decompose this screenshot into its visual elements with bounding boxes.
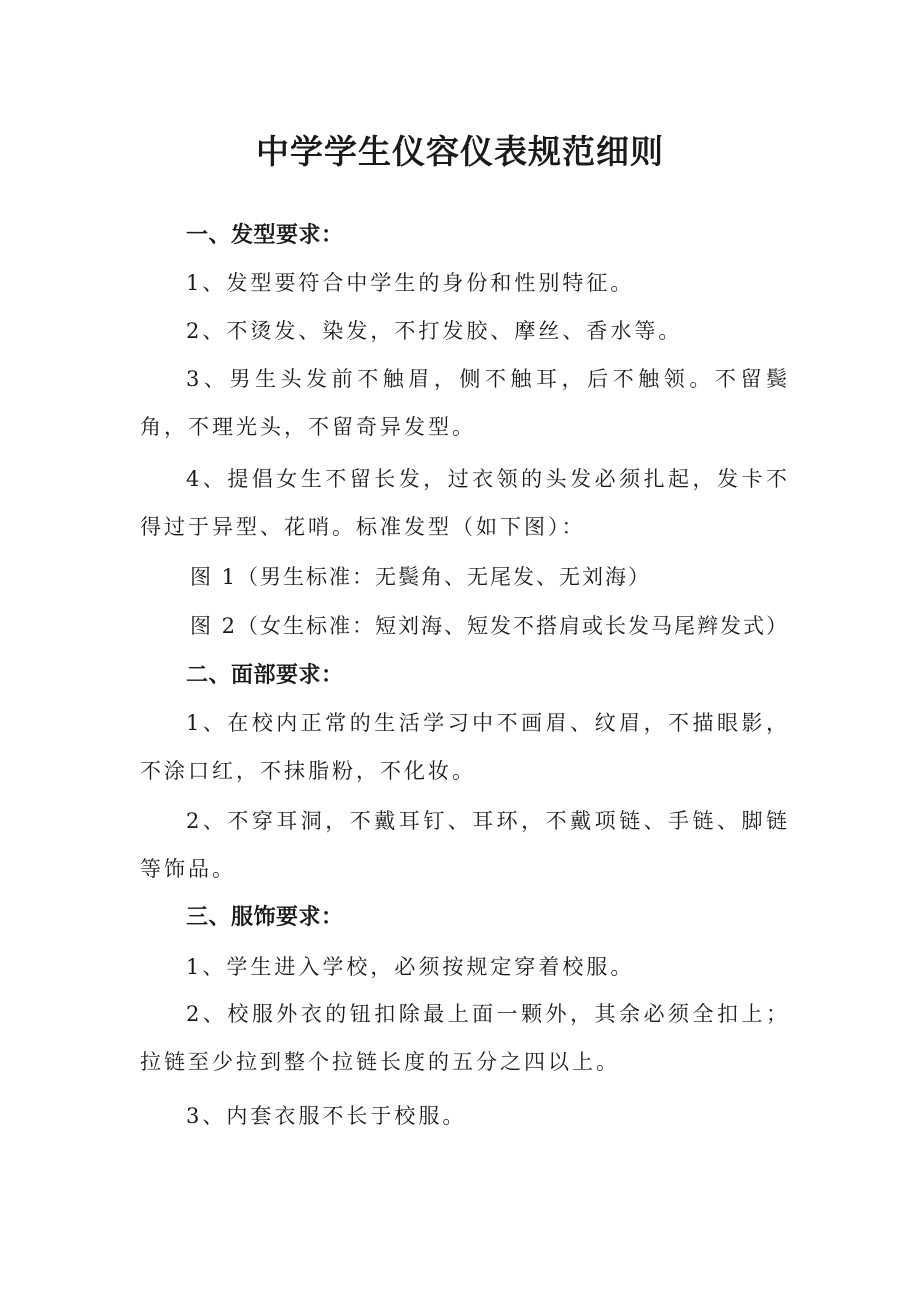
hair-item-4: 4、提倡女生不留长发，过衣领的头发必须扎起，发卡不得过于异型、花哨。标准发型（如下图）： [140,467,790,539]
clothing-item-1: 1、学生进入学校，必须按规定穿着校服。 [186,955,635,979]
hair-item-1: 1、发型要符合中学生的身份和性别特征。 [186,271,635,295]
section-heading-face: 二、面部要求： [186,663,344,688]
clothing-item-3: 3、内套衣服不长于校服。 [186,1104,467,1128]
hair-item-2: 2、不烫发、染发，不打发胶、摩丝、香水等。 [186,319,683,343]
face-item-2: 2、不穿耳洞，不戴耳钉、耳环，不戴项链、手链、脚链等饰品。 [140,809,790,881]
clothing-item-2: 2、校服外衣的钮扣除最上面一颗外，其余必须全扣上；拉链至少拉到整个拉链长度的五分之四以上。 [140,1002,790,1074]
figure-caption-2: 图 2（女生标准：短刘海、短发不搭肩或长发马尾辫发式） [190,614,790,638]
face-item-1: 1、在校内正常的生活学习中不画眉、纹眉，不描眼影，不涂口红，不抹脂粉，不化妆。 [140,711,790,783]
section-heading-hair: 一、发型要求： [186,223,344,248]
document-title: 中学学生仪容仪表规范细则 [256,132,664,171]
figure-caption-1: 图 1（男生标准：无鬓角、无尾发、无刘海） [190,565,652,589]
hair-item-3: 3、男生头发前不触眉，侧不触耳，后不触领。不留鬓角，不理光头，不留奇异发型。 [140,367,790,439]
section-heading-clothing: 三、服饰要求： [186,905,344,930]
